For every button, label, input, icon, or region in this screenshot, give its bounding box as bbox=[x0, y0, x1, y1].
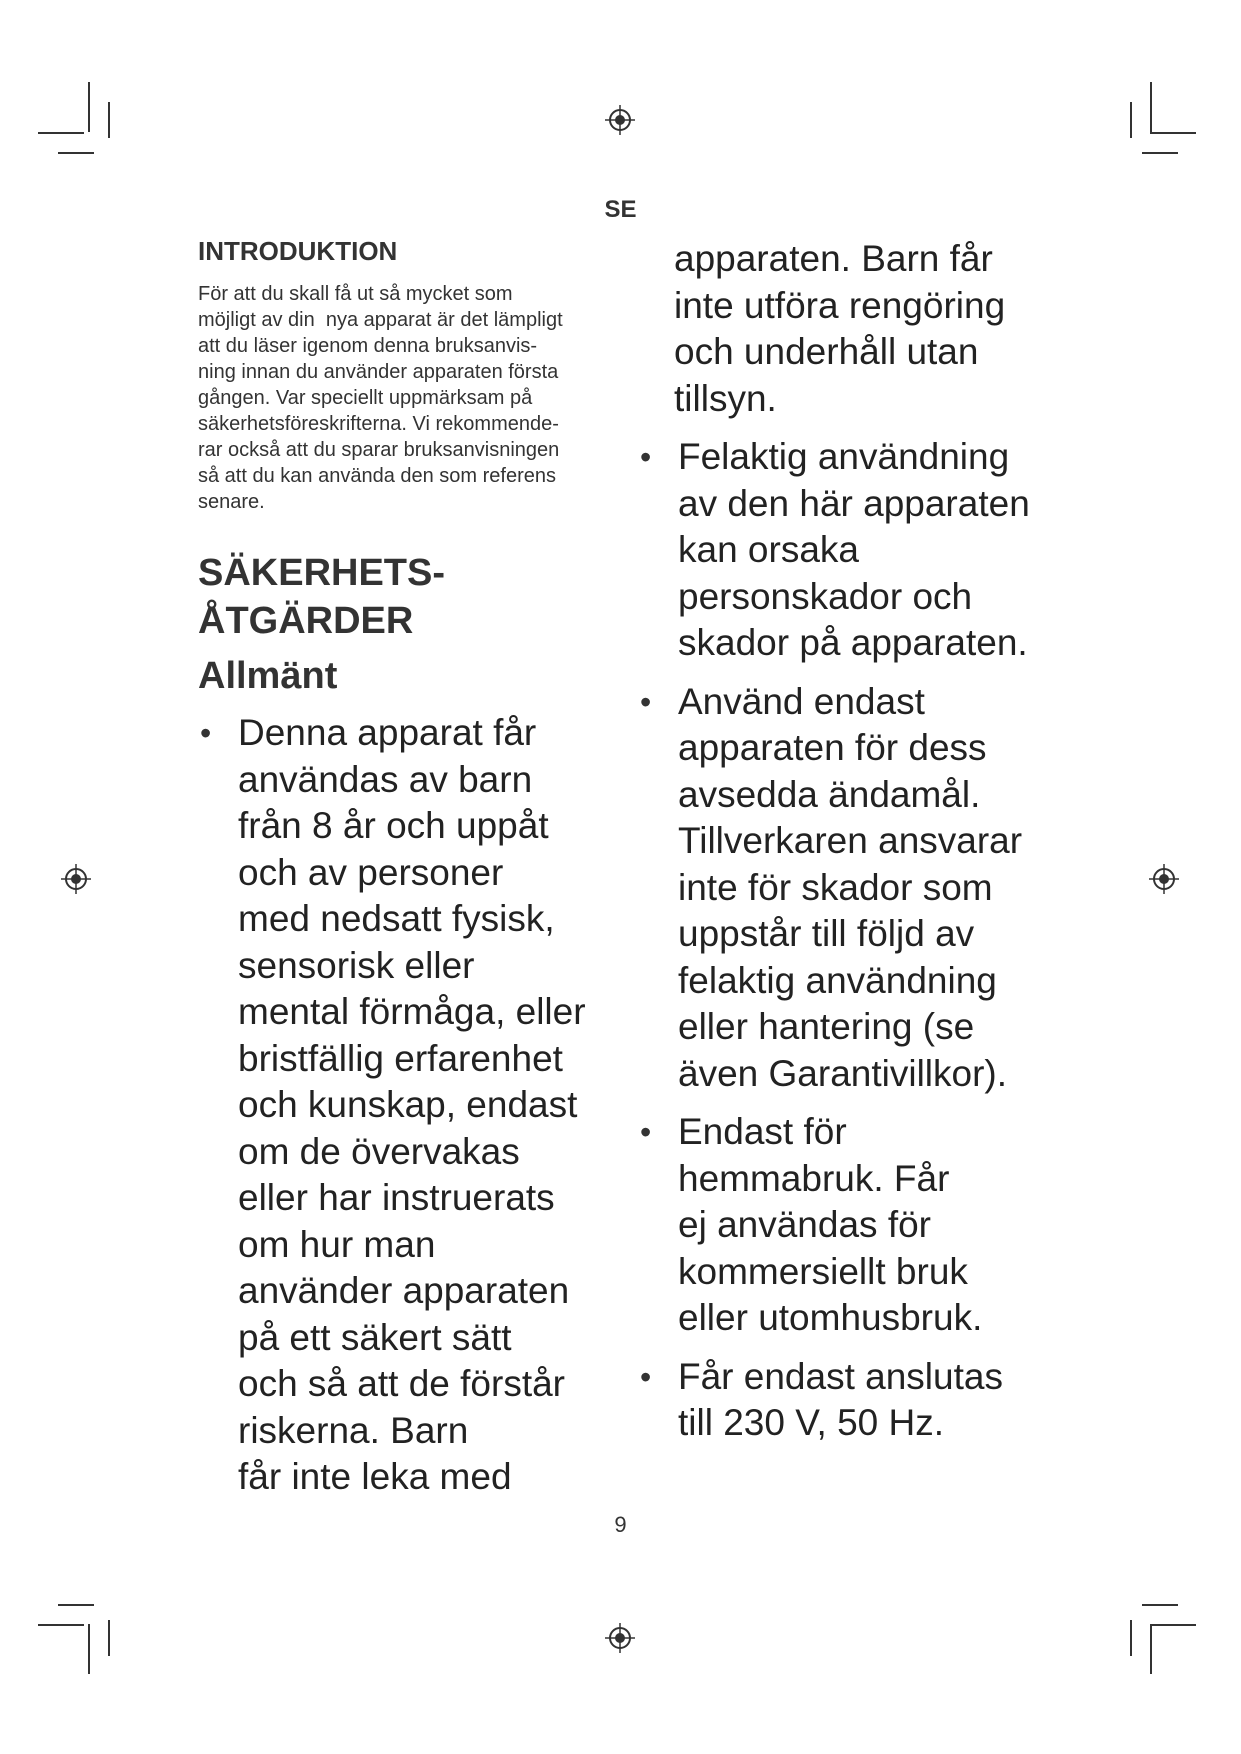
safety-bullet-list bbox=[198, 710, 608, 1501]
text-line: felaktig användning bbox=[678, 959, 997, 1001]
crop-mark bbox=[1130, 1620, 1132, 1656]
text-line: senare. bbox=[198, 491, 265, 513]
text-line: om de övervakas bbox=[238, 1130, 520, 1172]
text-line: personskador och bbox=[678, 575, 973, 617]
text-line: på ett säkert sätt bbox=[238, 1316, 512, 1358]
language-code: SE bbox=[604, 196, 637, 223]
text-line: och så att de förstår bbox=[238, 1363, 566, 1404]
crop-mark bbox=[88, 82, 90, 132]
crop-mark bbox=[58, 1604, 94, 1606]
text-line: till 230 V, 50 Hz. bbox=[678, 1402, 945, 1443]
text-line: bristfällig erfarenhet bbox=[238, 1037, 563, 1079]
text-line: användas av barn bbox=[238, 758, 533, 800]
crop-mark bbox=[108, 102, 110, 138]
text-line: även Garantivillkor). bbox=[678, 1052, 1008, 1094]
list-item bbox=[638, 1109, 1078, 1342]
text-line: använder apparaten bbox=[238, 1270, 570, 1311]
left-column bbox=[198, 236, 608, 1501]
text-line: om hur man bbox=[238, 1223, 436, 1265]
general-subheading: Allmänt bbox=[198, 655, 338, 697]
text-line: eller hantering (se bbox=[678, 1006, 975, 1047]
text-line: avsedda ändamål. bbox=[678, 773, 981, 815]
text-line: möjligt av din nya apparat är det lämpligt bbox=[198, 309, 563, 331]
text-line: kommersiellt bruk bbox=[678, 1250, 968, 1292]
text-line: säkerhetsföreskrifterna. Vi rekommende- bbox=[198, 413, 559, 435]
introduction-heading: INTRODUKTION bbox=[198, 236, 398, 266]
text-line: apparaten för dess bbox=[678, 727, 987, 768]
text-line: skador på apparaten. bbox=[678, 622, 1028, 663]
introduction-text bbox=[198, 281, 608, 515]
list-item bbox=[638, 434, 1078, 667]
text-line: riskerna. Barn bbox=[238, 1409, 469, 1451]
text-line: • Får endast anslutas bbox=[678, 1355, 1003, 1397]
crop-mark bbox=[38, 132, 84, 134]
registration-mark-icon bbox=[1149, 864, 1179, 894]
crop-mark bbox=[1150, 82, 1152, 132]
continued-text bbox=[638, 236, 1078, 422]
crop-mark bbox=[1150, 1624, 1196, 1626]
text-line: • Endast för bbox=[678, 1111, 847, 1152]
text-line: med nedsatt fysisk, bbox=[238, 898, 555, 939]
text-line: av den här apparaten bbox=[678, 482, 1030, 524]
text-line: att du läser igenom denna bruksanvis- bbox=[198, 335, 538, 357]
text-line: uppstår till följd av bbox=[678, 913, 975, 954]
right-column bbox=[638, 236, 1078, 1459]
text-line: och underhåll utan bbox=[674, 331, 979, 372]
crop-mark bbox=[1150, 132, 1196, 134]
crop-mark bbox=[38, 1624, 84, 1626]
text-line: mental förmåga, eller bbox=[238, 991, 586, 1032]
safety-bullet-list bbox=[638, 434, 1078, 1447]
text-line: ÅTGÄRDER bbox=[198, 600, 414, 642]
crop-mark bbox=[58, 152, 94, 154]
list-item bbox=[638, 1354, 1078, 1447]
text-line: och av personer bbox=[238, 851, 504, 893]
text-line: hemmabruk. Får bbox=[678, 1157, 950, 1199]
page-number: 9 bbox=[614, 1512, 627, 1537]
safety-heading bbox=[198, 549, 608, 645]
crop-mark bbox=[1142, 152, 1178, 154]
crop-mark bbox=[1130, 102, 1132, 138]
text-line: så att du kan använda den som referens bbox=[198, 465, 557, 487]
text-line: inte utföra rengöring bbox=[674, 284, 1006, 326]
text-line: • Denna apparat får bbox=[238, 712, 537, 753]
list-item bbox=[638, 679, 1078, 1098]
crop-mark bbox=[88, 1624, 90, 1674]
text-line: eller har instruerats bbox=[238, 1177, 555, 1218]
text-line: rar också att du sparar bruksanvisningen bbox=[198, 439, 560, 461]
crop-mark bbox=[108, 1620, 110, 1656]
registration-mark-icon bbox=[61, 864, 91, 894]
registration-mark-icon bbox=[605, 1623, 635, 1653]
registration-mark-icon bbox=[605, 105, 635, 135]
text-line: SÄKERHETS- bbox=[198, 552, 446, 594]
text-line: inte för skador som bbox=[678, 866, 993, 908]
text-line: från 8 år och uppåt bbox=[238, 805, 549, 846]
crop-mark bbox=[1150, 1624, 1152, 1674]
text-line: eller utomhusbruk. bbox=[678, 1297, 983, 1338]
text-line: gången. Var speciellt uppmärksam på bbox=[198, 387, 533, 409]
text-line: För att du skall få ut så mycket som bbox=[198, 283, 513, 305]
text-line: kan orsaka bbox=[678, 529, 859, 570]
text-line: • Felaktig användning bbox=[678, 436, 1010, 477]
text-line: ej användas för bbox=[678, 1204, 932, 1245]
text-line: och kunskap, endast bbox=[238, 1084, 578, 1125]
list-item bbox=[198, 710, 608, 1501]
text-line: Tillverkaren ansvarar bbox=[678, 820, 1023, 861]
text-line: apparaten. Barn får bbox=[674, 238, 993, 279]
text-line: ning innan du använder apparaten första bbox=[198, 361, 559, 383]
crop-mark bbox=[1142, 1604, 1178, 1606]
text-line: tillsyn. bbox=[674, 377, 777, 419]
text-line: sensorisk eller bbox=[238, 944, 475, 986]
text-line: • Använd endast bbox=[678, 680, 925, 722]
text-line: får inte leka med bbox=[238, 1456, 512, 1497]
